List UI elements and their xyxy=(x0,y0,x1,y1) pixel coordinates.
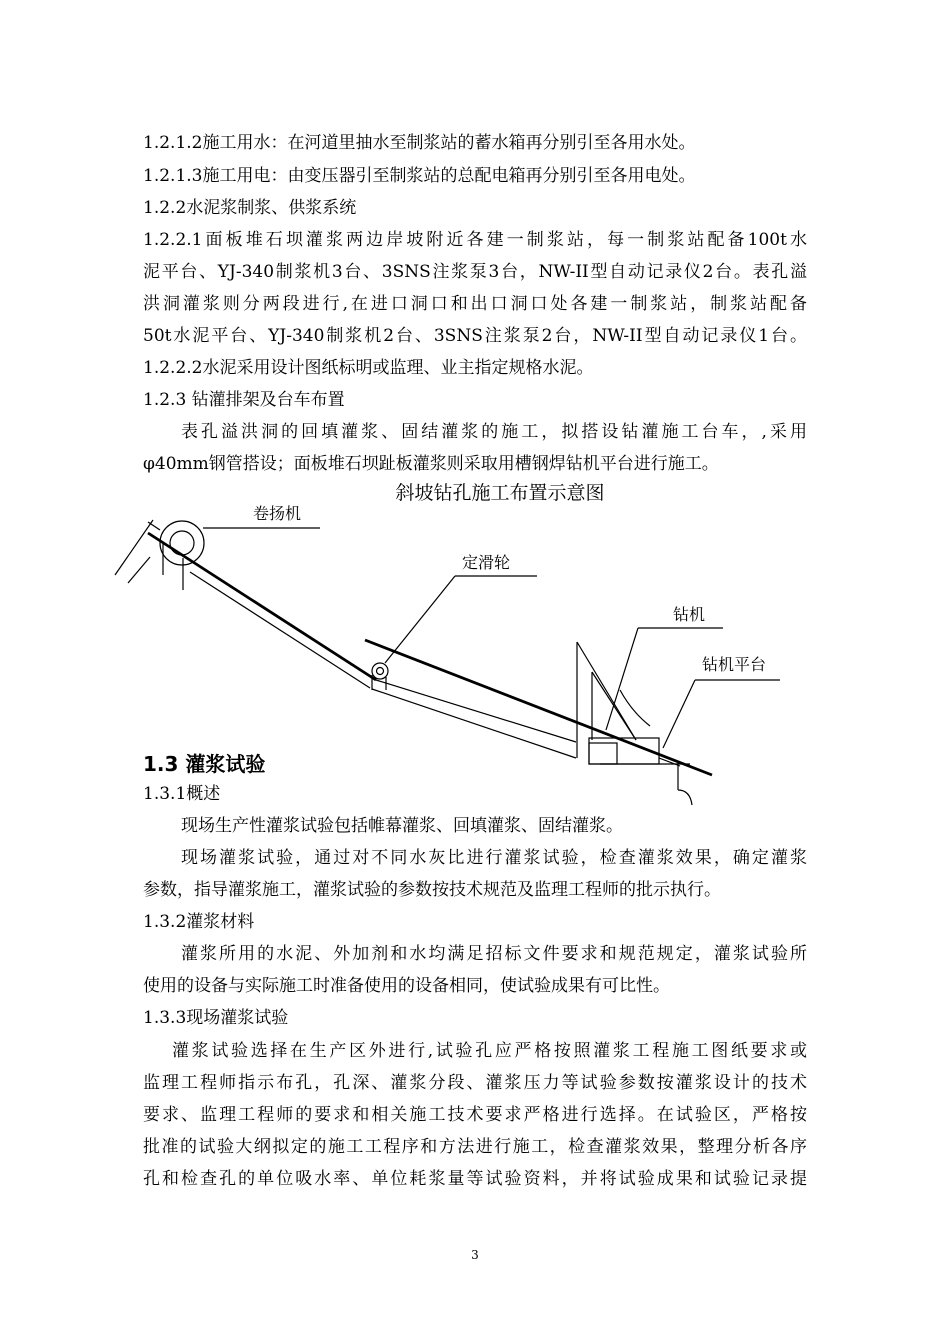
winch-inner-icon xyxy=(170,531,194,555)
para-grout-station-line3: 洪洞灌浆则分两段进行,在进口洞口和出口洞口处各建一制浆站，制浆站配备 xyxy=(143,294,807,314)
para-drill-frame-line2: φ40mm钢管搭设；面板堆石坝趾板灌浆则采取用槽钢焊钻机平台进行施工。 xyxy=(143,454,719,474)
para-overview-line3: 参数，指导灌浆施工，灌浆试验的参数按技术规范及监理工程师的批示执行。 xyxy=(143,880,721,900)
para-cement-spec: 1.2.2.2水泥采用设计图纸标明或监理、业主指定规格水泥。 xyxy=(143,358,594,378)
fixed-pulley-icon xyxy=(372,663,388,679)
para-water-supply: 1.2.1.2施工用水：在河道里抽水至制浆站的蓄水箱再分别引至各用水处。 xyxy=(143,133,696,153)
winch-outer-icon xyxy=(160,521,204,565)
para-overview-line1: 现场生产性灌浆试验包括帷幕灌浆、回填灌浆、固结灌浆。 xyxy=(181,816,623,836)
para-overview-line2: 现场灌浆试验，通过对不同水灰比进行灌浆试验，检查灌浆效果，确定灌浆 xyxy=(181,848,807,868)
para-drill-frame-line1: 表孔溢洪洞的回填灌浆、固结灌浆的施工，拟搭设钻灌施工台车，,采用 xyxy=(181,422,807,442)
heading-drill-frame: 1.2.3 钻灌排架及台车布置 xyxy=(143,390,345,410)
label-drill-platform: 钻机平台 xyxy=(702,655,767,674)
diagram-title: 斜坡钻孔施工布置示意图 xyxy=(395,482,605,504)
heading-field-test: 1.3.3现场灌浆试验 xyxy=(143,1008,289,1028)
label-drill: 钻机 xyxy=(673,605,706,624)
para-grout-station-line4: 50t水泥平台、YJ-340制浆机2台、3SNS注浆泵2台，NW-II型自动记录仪1台。 xyxy=(143,326,807,346)
label-fixed-pulley: 定滑轮 xyxy=(462,553,511,572)
page-number: 3 xyxy=(471,1248,479,1262)
para-field-test-line1: 灌浆试验选择在生产区外进行,试验孔应严格按照灌浆工程施工图纸要求或 xyxy=(172,1041,807,1061)
label-winch: 卷扬机 xyxy=(253,504,302,523)
section-heading-grout-test: 1.3 灌浆试验 xyxy=(143,752,266,776)
para-field-test-line5: 孔和检查孔的单位吸水率、单位耗浆量等试验资料，并将试验成果和试验记录提 xyxy=(143,1169,807,1189)
heading-overview: 1.3.1概述 xyxy=(143,784,221,804)
para-power-supply: 1.2.1.3施工用电：由变压器引至制浆站的总配电箱再分别引至各用电处。 xyxy=(143,166,696,186)
heading-grout-system: 1.2.2水泥浆制浆、供浆系统 xyxy=(143,198,357,218)
para-grout-station-line1: 1.2.2.1面板堆石坝灌浆两边岸坡附近各建一制浆站，每一制浆站配备100t水 xyxy=(143,230,807,250)
para-field-test-line3: 要求、监理工程师的要求和相关施工技术要求严格进行选择。在试验区，严格按 xyxy=(143,1105,807,1125)
para-grout-station-line2: 泥平台、YJ-340制浆机3台、3SNS注浆泵3台，NW-II型自动记录仪2台。表孔溢 xyxy=(143,262,807,282)
para-field-test-line2: 监理工程师指示布孔，孔深、灌浆分段、灌浆压力等试验参数按灌浆设计的技术 xyxy=(143,1073,807,1093)
heading-materials: 1.3.2灌浆材料 xyxy=(143,912,255,932)
para-materials-line2: 使用的设备与实际施工时准备使用的设备相同，使试验成果有可比性。 xyxy=(143,976,670,996)
para-materials-line1: 灌浆所用的水泥、外加剂和水均满足招标文件要求和规范规定，灌浆试验所 xyxy=(181,944,807,964)
para-field-test-line4: 批准的试验大纲拟定的施工工程序和方法进行施工，检查灌浆效果，整理分析各序 xyxy=(143,1137,807,1157)
